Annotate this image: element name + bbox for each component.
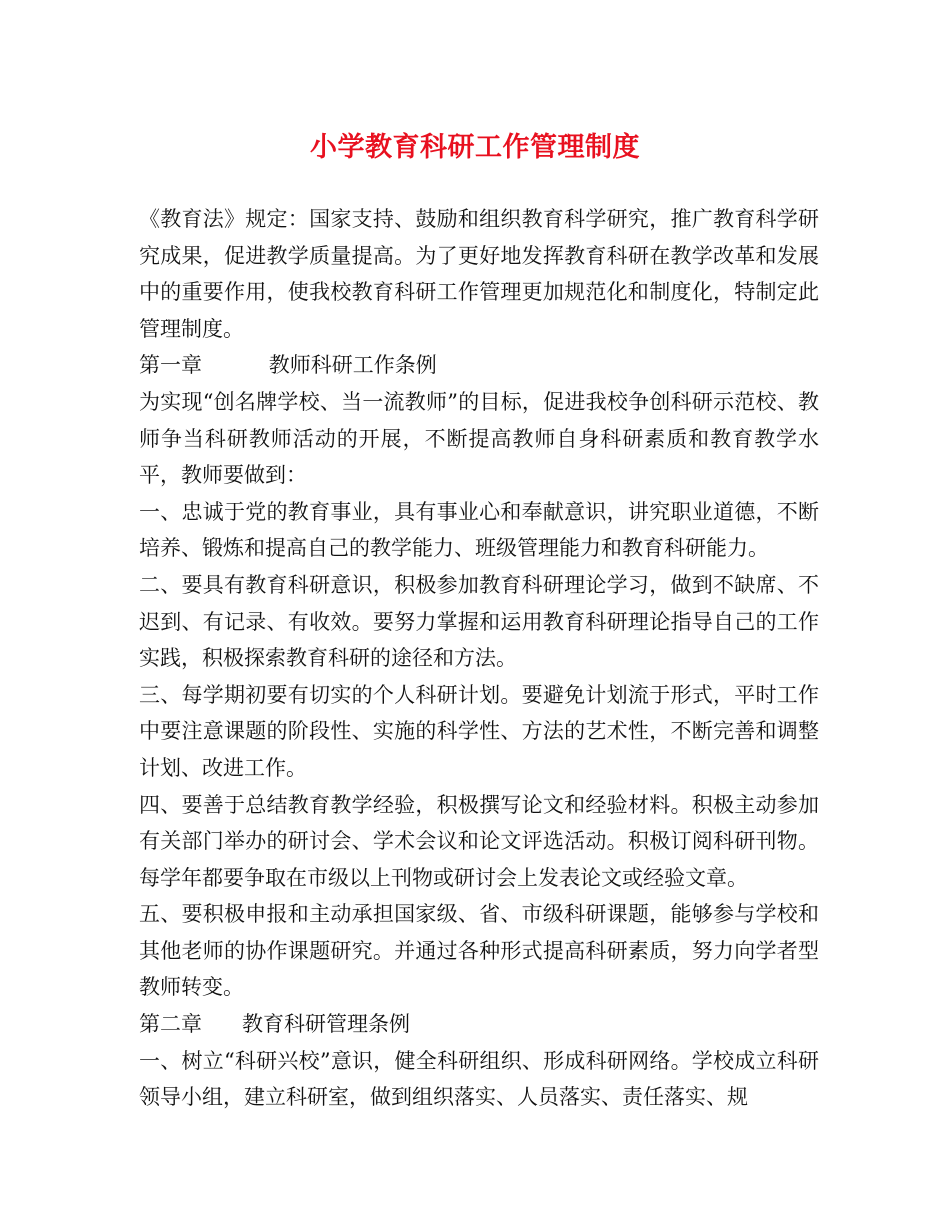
chapter-1-item-1: 一、忠诚于党的教育事业，具有事业心和奉献意识，讲究职业道德，不断培养、锻炼和提高自己的教学能力、班级管理能力和教育科研能力。 xyxy=(139,499,819,561)
chapter-2-heading: 第二章 教育科研管理条例 xyxy=(139,1012,411,1037)
chapter-1-item-2: 二、要具有教育科研意识，积极参加教育科研理论学习，做到不缺席、不迟到、有记录、有收效。要努力掌握和运用教育科研理论指导自己的工作实践，积极探索教育科研的途径和方法。 xyxy=(139,572,819,671)
document-title: 小学教育科研工作管理制度 xyxy=(310,132,640,163)
chapter-1-item-3: 三、每学期初要有切实的个人科研计划。要避免计划流于形式，平时工作中要注意课题的阶段性、实施的科学性、方法的艺术性，不断完善和调整计划、改进工作。 xyxy=(139,682,819,780)
document-body xyxy=(139,201,819,1116)
chapter-1-item-4: 四、要善于总结教育教学经验，积极撰写论文和经验材料。积极主动参加有关部门举办的研讨会、学术会议和论文评选活动。积极订阅科研刊物。每学年都要争取在市级以上刊物或研讨会上发表论文或经验文章。 xyxy=(139,792,819,890)
chapter-1-heading: 第一章 教师科研工作条例 xyxy=(139,353,437,378)
intro-paragraph: 《教育法》规定：国家支持、鼓励和组织教育科学研究，推广教育科学研究成果，促进教学质量提高。为了更好地发挥教育科研在教学改革和发展中的重要作用，使我校教育科研工作管理更加规范化和制度化，特制定此管理制度。 xyxy=(139,207,819,341)
chapter-2-item-1: 一、树立“科研兴校”意识，健全科研组织、形成科研网络。学校成立科研领导小组，建立科研室，做到组织落实、人员落实、责任落实、规 xyxy=(139,1048,819,1110)
chapter-1-item-5: 五、要积极申报和主动承担国家级、省、市级科研课题，能够参与学校和其他老师的协作课题研究。并通过各种形式提高科研素质，努力向学者型教师转变。 xyxy=(139,902,819,1000)
chapter-1-lead: 为实现“创名牌学校、当一流教师”的目标，促进我校争创科研示范校、教师争当科研教师活动的开展，不断提高教师自身科研素质和教育教学水平，教师要做到： xyxy=(139,389,819,488)
